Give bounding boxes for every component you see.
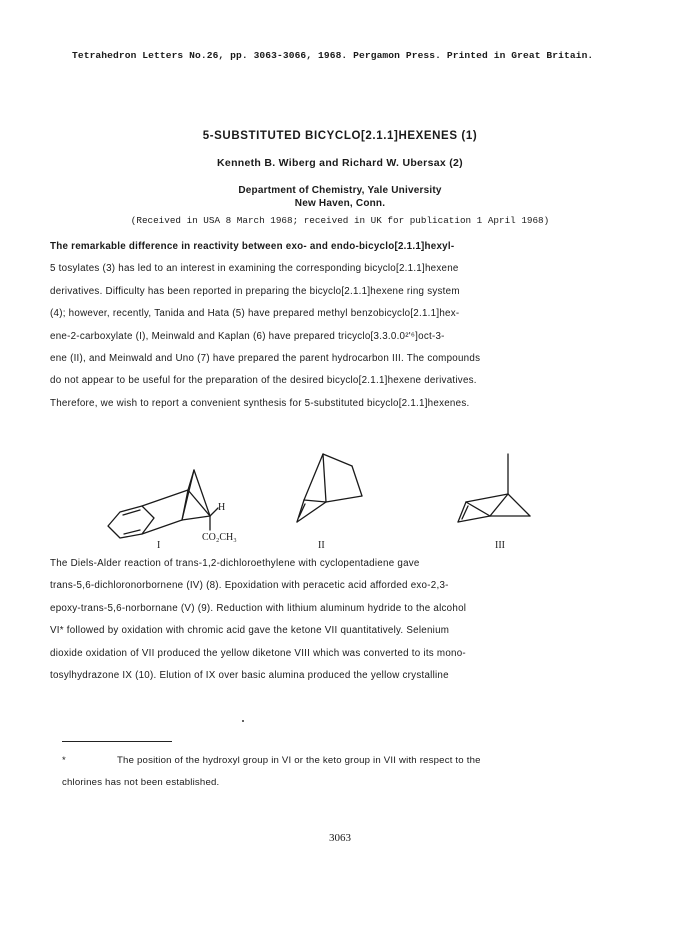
paragraph-line: derivatives. Difficulty has been reported in preparing the bicyclo[2.1.1]hexene ring system [50, 285, 460, 297]
structure-drawings [90, 448, 630, 560]
paragraph-line: trans-5,6-dichloronorbornene (IV) (8). Epoxidation with peracetic acid afforded exo-2,3- [50, 580, 449, 592]
compound-I-ester: CO₂CH₃ [202, 532, 237, 543]
received-dates: (Received in USA 8 March 1968; received in UK for publication 1 April 1968) [130, 215, 550, 226]
affiliation-department: Department of Chemistry, Yale University [238, 185, 442, 196]
paragraph-line: (4); however, recently, Tanida and Hata (5) have prepared methyl benzobicyclo[2.1.1]hex- [50, 308, 460, 320]
paragraph-line: ene-2-carboxylate (I), Meinwald and Kaplan (6) have prepared tricyclo[3.3.0.0²'⁶]oct-3- [50, 330, 445, 342]
stray-mark [242, 720, 244, 722]
paragraph-line: The Diels-Alder reaction of trans-1,2-dichloroethylene with cyclopentadiene gave [50, 558, 420, 569]
paragraph-line: tosylhydrazone IX (10). Elution of IX over basic alumina produced the yellow crystalline [50, 669, 449, 681]
article-authors: Kenneth B. Wiberg and Richard W. Ubersax (2) [217, 157, 463, 169]
compound-I-label: I [157, 540, 161, 551]
footnote-marker: * [62, 755, 66, 766]
structure-III [458, 454, 530, 522]
structure-II [297, 454, 362, 522]
paragraph-2 [50, 553, 630, 687]
paragraph-line: dioxide oxidation of VII produced the yellow diketone VIII which was converted to its mono- [50, 647, 466, 659]
paragraph-line: 5 tosylates (3) has led to an interest in examining the corresponding bicyclo[2.1.1]hexene [50, 263, 459, 275]
affiliation-location: New Haven, Conn. [294, 198, 386, 209]
footnote-rule [62, 741, 172, 742]
paragraph-line: ene (II), and Meinwald and Uno (7) have prepared the parent hydrocarbon III. The compounds [50, 352, 481, 364]
compound-II-label: II [318, 540, 325, 551]
paragraph-line: do not appear to be useful for the preparation of the desired bicyclo[2.1.1]hexene derivatives. [50, 375, 477, 387]
paragraph-line: VI* followed by oxidation with chromic acid gave the ketone VII quantitatively. Selenium [50, 625, 450, 637]
compound-III-label: III [495, 540, 505, 551]
footnote-text-1: The position of the hydroxyl group in VI or the keto group in VII with respect to the [117, 755, 481, 766]
paragraph-line: The remarkable difference in reactivity between exo- and endo-bicyclo[2.1.1]hexyl- [50, 241, 455, 252]
paragraph-line: epoxy-trans-5,6-norbornane (V) (9). Reduction with lithium aluminum hydride to the alcohol [50, 602, 467, 614]
footnote-line-1 [62, 755, 622, 766]
structures-figure [90, 448, 630, 560]
paragraph-line: Therefore, we wish to report a convenient synthesis for 5-substituted bicyclo[2.1.1]hexenes. [50, 397, 470, 409]
running-head: Tetrahedron Letters No.26, pp. 3063-3066, 1968. Pergamon Press. Printed in Great Britain. [72, 50, 594, 61]
structure-I [108, 470, 218, 538]
paragraph-1 [50, 236, 630, 415]
affiliation [0, 184, 680, 210]
page-number: 3063 [329, 832, 351, 844]
footnote-line-2: chlorines has not been established. [62, 777, 220, 788]
compound-I-hydrogen: H [218, 502, 226, 513]
article-title: 5-SUBSTITUTED BICYCLO[2.1.1]HEXENES (1) [202, 130, 478, 142]
